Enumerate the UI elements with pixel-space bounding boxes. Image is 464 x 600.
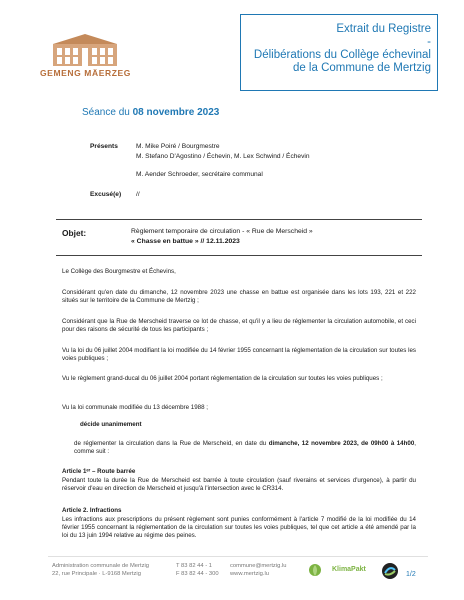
footer-phone-fax <box>176 563 219 578</box>
article-1-title: Article 1ᵉʳ – Route barrée <box>62 468 136 475</box>
footer-contact <box>230 563 286 578</box>
footer-divider <box>48 556 428 557</box>
regulation-text-c: , comme suit : <box>74 440 417 456</box>
objet-line-2: « Chasse en battue » // 12.11.2023 <box>131 238 240 245</box>
footer-email[interactable]: commune@mertzig.lu <box>230 563 287 569</box>
page-number: 1/2 <box>406 571 416 578</box>
municipality-logo-icon <box>45 30 125 68</box>
considerant-paragraph-1: Considérant qu'en date du dimanche, 12 novembre 2023 une chasse en battue est organisée dans les lots 193, 221 et 222 situés sur le territoire de la Commune de Mertzig ; <box>62 289 416 305</box>
footer-web[interactable]: www.mertzig.lu <box>230 570 269 577</box>
regulation-paragraph <box>74 440 416 456</box>
footer-admin <box>52 563 149 578</box>
footer-admin-name: Administration communale de Mertzig <box>52 563 149 569</box>
considerant-paragraph-2: Considérant que la Rue de Merscheid traverse ce lot de chasse, et qu'il y a lieu de réglementer la circulation automobile, et ceci pour des raisons de sécurité de tous les participants ; <box>62 318 416 334</box>
excuses-value: // <box>136 191 140 198</box>
objet-line-1: Règlement temporaire de circulation - « Rue de Merscheid » <box>131 228 313 235</box>
green-leaf-icon <box>306 562 324 582</box>
presents-line-1: M. Mike Poiré / Bourgmestre <box>136 143 220 150</box>
regulation-text-a: de réglementer la circulation dans la Rue de Merscheid, en date du <box>74 440 269 447</box>
session-date <box>82 107 219 118</box>
header-subtitle: Délibérations du Collège échevinal <box>253 49 431 61</box>
vu-paragraph-3: Vu la loi communale modifiée du 13 décembre 1988 ; <box>62 404 208 411</box>
logo-wordmark: GEMENG MÄERZEG <box>39 68 132 78</box>
divider-top <box>56 219 422 220</box>
regulation-date: dimanche, 12 novembre 2023, de 09h00 à 14h00 <box>268 440 415 447</box>
vu-paragraph-1: Vu la loi du 06 juillet 2004 modifiant la loi modifiée du 14 février 1955 concernant la réglementation de la circulation sur toutes les voies publiques ; <box>62 347 416 363</box>
header-separator: - <box>427 36 431 48</box>
footer-admin-address: 22, rue Principale · L-9168 Mertzig <box>52 570 141 577</box>
klimapakt-badge: KlimaPakt <box>332 566 366 573</box>
secretary-line: M. Aender Schroeder, secrétaire communal <box>136 171 263 178</box>
article-2-title: Article 2. Infractions <box>62 507 122 514</box>
objet-label: Objet: <box>62 228 87 238</box>
presents-label: Présents <box>90 143 118 150</box>
session-date-value: 08 novembre 2023 <box>132 107 220 118</box>
article-1-text: Pendant toute la durée la Rue de Merscheid est barrée à toute circulation (sauf riverains et services d'urgence), à partir du réservoir d'eau en direction de Merscheid et jusqu'à l'intersection avec le CR314. <box>62 477 416 493</box>
register-header-box <box>240 14 438 91</box>
excuses-label: Excusé(e) <box>90 191 122 198</box>
header-commune: de la Commune de Mertzig <box>292 62 431 74</box>
intro-paragraph: Le Collège des Bourgmestre et Échevins, <box>62 268 176 275</box>
presents-line-2: M. Stefano D'Agostino / Échevin, M. Lex Schwind / Échevin <box>136 153 310 160</box>
footer-phone: T 83 82 44 - 1 <box>176 563 212 569</box>
session-prefix: Séance du <box>82 107 133 118</box>
article-2-text: Les infractions aux prescriptions du présent règlement sont punies conformément à l'article 7 modifié de la loi modifiée du 14 février 1955 concernant la réglementation de la circulation sur toutes les voies publiques, tel que cet article a été amendé par la loi du 13 juin 1994 relative au régime des peines. <box>62 516 416 540</box>
fairtrade-icon <box>380 561 400 581</box>
footer-fax: F 83 82 44 - 300 <box>176 570 219 577</box>
decision-heading: décide unanimement <box>80 421 142 428</box>
vu-paragraph-2: Vu le règlement grand-ducal du 06 juillet 2004 portant réglementation de la circulation sur toutes les voies publiques ; <box>62 375 383 382</box>
header-title: Extrait du Registre <box>336 23 431 35</box>
divider-bottom <box>56 255 422 256</box>
